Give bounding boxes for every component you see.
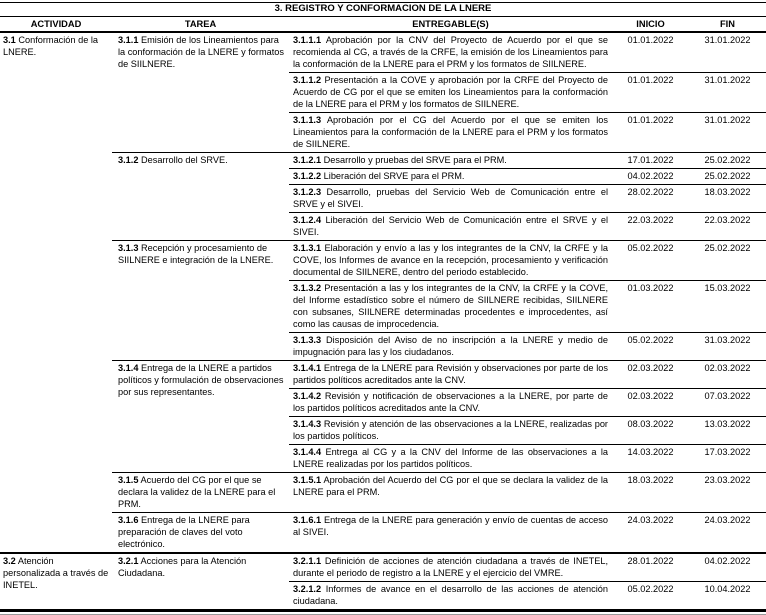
- col-header-inicio: INICIO: [612, 17, 689, 32]
- entregable-cell: 3.1.4.1 Entrega de la LNERE para Revisión y observaciones por parte de los partidos políticos acreditados ante la CNV.: [289, 361, 612, 389]
- fin-cell: 13.03.2022: [689, 417, 766, 445]
- inicio-cell: 05.02.2022: [612, 333, 689, 361]
- fin-cell: 10.04.2022: [689, 582, 766, 610]
- inicio-cell: 01.01.2022: [627, 35, 674, 45]
- entregable-row: [0, 513, 766, 554]
- entregable-cell: 3.1.4.3 Revisión y atención de las observaciones a la LNERE, realizadas por los partidos políticos.: [289, 417, 612, 445]
- fin-cell: 07.03.2022: [689, 389, 766, 417]
- item-code: 3.2.1.2: [293, 584, 322, 594]
- table-body: [0, 32, 766, 609]
- entregable-cell: 3.1.2.4 Liberación del Servicio Web de Comunicación entre el SRVE y el SIVEI.: [289, 213, 612, 241]
- entregable-cell: 3.1.5.1 Aprobación del Acuerdo del CG por el que se declara la validez de la LNERE para el PRM.: [289, 473, 612, 513]
- inicio-cell: 17.01.2022: [612, 153, 689, 169]
- col-header-entregables: ENTREGABLE(S): [289, 17, 612, 32]
- inicio-cell: 01.03.2022: [612, 281, 689, 333]
- fin-cell: 23.03.2022: [689, 473, 766, 513]
- fin-cell: 24.03.2022: [689, 513, 766, 554]
- entregable-cell: 3.1.1.2 Presentación a la COVE y aprobación por la CRFE del Proyecto de Acuerdo de CG por el que se emiten los Lineamientos para la conformación de la LNERE para el PRM y los formatos de SIILNERE.: [289, 73, 612, 113]
- inicio-cell: 05.02.2022: [612, 582, 689, 610]
- item-code: 3.1.3: [118, 243, 139, 253]
- fin-cell: 17.03.2022: [689, 445, 766, 473]
- item-code: 3.1.4.4: [293, 447, 322, 457]
- item-code: 3.1.4.2: [293, 391, 322, 401]
- entregable-cell: 3.1.2.2 Liberación del SRVE para el PRM.: [289, 169, 612, 185]
- fin-cell: 25.02.2022: [689, 153, 766, 169]
- task-cell: 3.1.6 Entrega de la LNERE para preparación de claves del voto electrónico.: [112, 513, 289, 554]
- item-code: 3.2.1: [118, 556, 139, 566]
- item-code: 3.2.1.1: [293, 556, 322, 566]
- task-cell: 3.1.4 Entrega de la LNERE a partidos políticos y formulación de observaciones por sus representantes.: [112, 361, 289, 473]
- item-code: 3.1.1.2: [293, 75, 322, 85]
- inicio-cell: 14.03.2022: [612, 445, 689, 473]
- entregable-cell: 3.1.3.1 Elaboración y envío a las y los integrantes de la CNV, la CRFE y la COVE, los Informes de avance en la recepción, procesamiento y verificación documental de SIILNERE, dentro del periodo establecido.: [289, 241, 612, 281]
- fin-cell: 31.03.2022: [689, 333, 766, 361]
- item-code: 3.1.6: [118, 515, 139, 525]
- item-code: 3.1.3.3: [293, 335, 322, 345]
- task-cell: 3.1.2 Desarrollo del SRVE.: [112, 153, 289, 241]
- fin-cell: 22.03.2022: [689, 213, 766, 241]
- inicio-cell: 28.01.2022: [612, 553, 689, 582]
- entregable-row: [0, 473, 766, 513]
- item-code: 3.1.4.3: [293, 419, 322, 429]
- inicio-cell: 22.03.2022: [612, 213, 689, 241]
- col-header-fin: FIN: [689, 17, 766, 32]
- fin-cell: 31.01.2022: [689, 113, 766, 153]
- entregable-cell: 3.1.2.1 Desarrollo y pruebas del SRVE para el PRM.: [289, 153, 612, 169]
- col-header-actividad: ACTIVIDAD: [0, 17, 112, 32]
- col-header-tarea: TAREA: [112, 17, 289, 32]
- inicio-cell: 08.03.2022: [612, 417, 689, 445]
- task-cell: 3.1.3 Recepción y procesamiento de SIILNERE e integración de la LNERE.: [112, 241, 289, 361]
- fin-cell: 25.02.2022: [689, 241, 766, 281]
- header-row: [0, 17, 766, 32]
- inicio-cell: 02.03.2022: [612, 361, 689, 389]
- activity-cell: 3.1 Conformación de la LNERE.: [3, 35, 99, 57]
- entregable-cell: 3.2.1.2 Informes de avance en el desarrollo de las acciones de atención ciudadana.: [289, 582, 612, 610]
- item-code: 3.1.2.3: [293, 187, 322, 197]
- inicio-cell: 04.02.2022: [612, 169, 689, 185]
- entregable-cell: 3.1.3.2 Presentación a las y los integrantes de la CNV, la CRFE y la COVE, del Informe estadístico sobre el número de SIILNERE recibidas, SIILNERE con subsanes, SIILNERE determinadas procedentes e improcedentes, así como las causas de improcedencia.: [289, 281, 612, 333]
- table-header: [0, 17, 766, 32]
- inicio-cell: 05.02.2022: [612, 241, 689, 281]
- item-code: 3.1.1: [118, 35, 139, 45]
- inicio-cell: 24.03.2022: [612, 513, 689, 554]
- registro-table: [0, 17, 766, 609]
- entregable-row: [0, 361, 766, 389]
- inicio-cell: 02.03.2022: [612, 389, 689, 417]
- entregable-row: [0, 153, 766, 169]
- item-code: 3.1.3.2: [293, 283, 322, 293]
- task-cell: 3.2.1 Acciones para la Atención Ciudadana.: [112, 553, 289, 609]
- item-code: 3.1.2.2: [293, 171, 322, 181]
- item-code: 3.1.6.1: [293, 515, 322, 525]
- inicio-cell: 18.03.2022: [612, 473, 689, 513]
- fin-cell: 02.03.2022: [689, 361, 766, 389]
- item-code: 3.1.5: [118, 475, 139, 485]
- entregable-row: [0, 241, 766, 281]
- item-code: 3.1.3.1: [293, 243, 322, 253]
- item-code: 3.1: [3, 35, 16, 45]
- fin-cell: 18.03.2022: [689, 185, 766, 213]
- activity-cell: 3.2 Atención personalizada a través de INETEL.: [0, 553, 112, 609]
- entregable-row: [0, 553, 766, 582]
- item-code: 3.1.5.1: [293, 475, 322, 485]
- inicio-cell: 01.01.2022: [612, 73, 689, 113]
- entregable-cell: 3.1.3.3 Disposición del Aviso de no inscripción a la LNERE y medio de impugnación para las y los ciudadanos.: [289, 333, 612, 361]
- entregable-cell: 3.1.1.1 Aprobación por la CNV del Proyecto de Acuerdo por el que se recomienda al CG, a través de la CRFE, la emisión de los Lineamientos para la conformación de la LNERE para el PRM y los formatos de SIILNERE.: [293, 35, 608, 69]
- entregable-cell: 3.1.6.1 Entrega de la LNERE para generación y envío de cuentas de acceso al SIVEI.: [289, 513, 612, 554]
- entregable-cell: 3.1.2.3 Desarrollo, pruebas del Servicio Web de Comunicación entre el SRVE y el SIVEI.: [289, 185, 612, 213]
- entregable-cell: 3.1.1.3 Aprobación por el CG del Acuerdo por el que se emiten los Lineamientos para la conformación de la LNERE para el PRM y los formatos de SIILNERE.: [289, 113, 612, 153]
- entregable-cell: 3.1.4.4 Entrega al CG y a la CNV del Informe de las observaciones a la LNERE realizadas por los partidos políticos.: [289, 445, 612, 473]
- fin-cell: 04.02.2022: [689, 553, 766, 582]
- item-code: 3.1.2: [118, 155, 139, 165]
- item-code: 3.1.1.1: [293, 35, 322, 45]
- fin-cell: 15.03.2022: [689, 281, 766, 333]
- task-cell: 3.1.1 Emisión de los Lineamientos para la conformación de la LNERE y formatos de SIILNERE.: [118, 35, 284, 69]
- item-code: 3.2: [3, 556, 16, 566]
- item-code: 3.1.1.3: [293, 115, 322, 125]
- fin-cell: 25.02.2022: [689, 169, 766, 185]
- fin-cell: 31.01.2022: [689, 73, 766, 113]
- bottom-double-rule: [0, 609, 766, 615]
- item-code: 3.1.4.1: [293, 363, 322, 373]
- task-cell: 3.1.5 Acuerdo del CG por el que se declara la validez de la LNERE para el PRM.: [112, 473, 289, 513]
- item-code: 3.1.2.4: [293, 215, 322, 225]
- inicio-cell: 01.01.2022: [612, 113, 689, 153]
- entregable-row: [0, 32, 766, 73]
- table-title: 3. REGISTRO Y CONFORMACION DE LA LNERE: [0, 2, 766, 17]
- item-code: 3.1.4: [118, 363, 139, 373]
- inicio-cell: 28.02.2022: [612, 185, 689, 213]
- item-code: 3.1.2.1: [293, 155, 322, 165]
- fin-cell: 31.01.2022: [704, 35, 751, 45]
- entregable-cell: 3.1.4.2 Revisión y notificación de observaciones a la LNERE, por parte de los partidos políticos acreditados ante la CNV.: [289, 389, 612, 417]
- entregable-cell: 3.2.1.1 Definición de acciones de atención ciudadana a través de INETEL, durante el periodo de registro a la LNERE y el ejercicio del VMRE.: [289, 553, 612, 582]
